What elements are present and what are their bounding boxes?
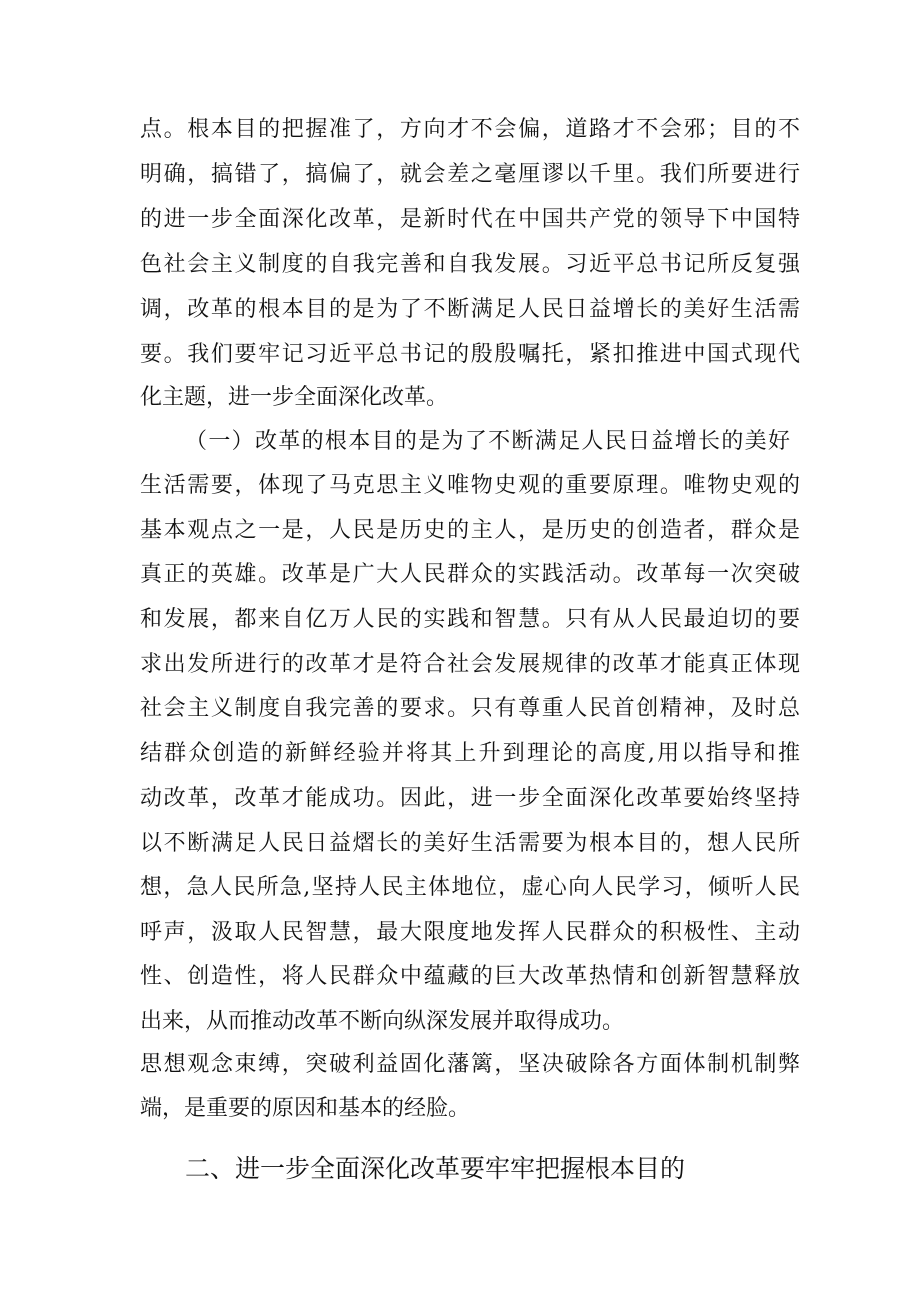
paragraph-1-line: 色社会主义制度的自我完善和自我发展。习近平总书记所反复强	[140, 252, 800, 277]
paragraph-3-line: 端，是重要的原因和基本的经脸。	[140, 1096, 471, 1121]
paragraph-2-line: 呼声，汲取人民智慧，最大限度地发挥人民群众的积极性、主动	[140, 920, 800, 945]
paragraph-1-line: 化主题，进一步全面深化改革。	[140, 385, 449, 410]
paragraph-2-line: 出来，从而推动改革不断向纵深发展并取得成功。	[140, 1009, 625, 1034]
paragraph-2-line: 真正的英雄。改革是广大人民群众的实践活动。改革每一次突破	[140, 562, 800, 587]
paragraph-2-line: （一）改革的根本目的是为了不断满足人民日益增长的美好	[185, 429, 790, 454]
paragraph-2-line: 以不断满足人民日益熠长的美好生活需要为根本目的，想人民所	[140, 831, 800, 856]
paragraph-1-line: 的进一步全面深化改革，是新时代在中国共产党的领导下中国特	[140, 207, 800, 232]
paragraph-1-line: 调，改革的根本目的是为了不断满足人民日益增长的美好生活需	[140, 297, 800, 322]
paragraph-3-line: 思想观念束缚，突破利益固化藩篱，坚决破除各方面体制机制弊	[140, 1052, 800, 1077]
paragraph-2-line: 基本观点之一是，人民是历史的主人，是历史的创造者，群众是	[140, 518, 800, 543]
paragraph-1-line: 要。我们要牢记习近平总书记的殷殷嘱托，紧扣推进中国式现代	[140, 342, 800, 367]
paragraph-2-line: 动改革，改革才能成功。因此，进一步全面深化改革要始终坚持	[140, 786, 800, 811]
paragraph-2-line: 结群众创造的新鲜经验并将其上升到理论的高度,用以指导和推	[140, 741, 800, 766]
paragraph-2-line: 和发展，都来自亿万人民的实践和智慧。只有从人民最迫切的要	[140, 607, 800, 632]
section-heading: 二、进一步全面深化改革要牢牢把握根本目的	[185, 1154, 686, 1183]
paragraph-2-line: 性、创造性，将人民群众中蕴藏的巨大改革热情和创新智慧释放	[140, 964, 800, 989]
paragraph-1-line: 点。根本目的把握准了，方向才不会偏，道路才不会邪；目的不	[140, 117, 800, 142]
paragraph-2-line: 社会主义制度自我完善的要求。只有尊重人民首创精神，及时总	[140, 696, 800, 721]
paragraph-2-line: 想，急人民所急,坚持人民主体地位，虚心向人民学习，倾听人民	[140, 875, 800, 900]
paragraph-2-line: 生活需要，体现了马克思主义唯物史观的重要原理。唯物史观的	[140, 473, 800, 498]
paragraph-2-line: 求出发所进行的改革才是符合社会发展规律的改革才能真正体现	[140, 652, 800, 677]
paragraph-1-line: 明确，搞错了，搞偏了，就会差之毫厘谬以千里。我们所要进行	[140, 162, 800, 187]
